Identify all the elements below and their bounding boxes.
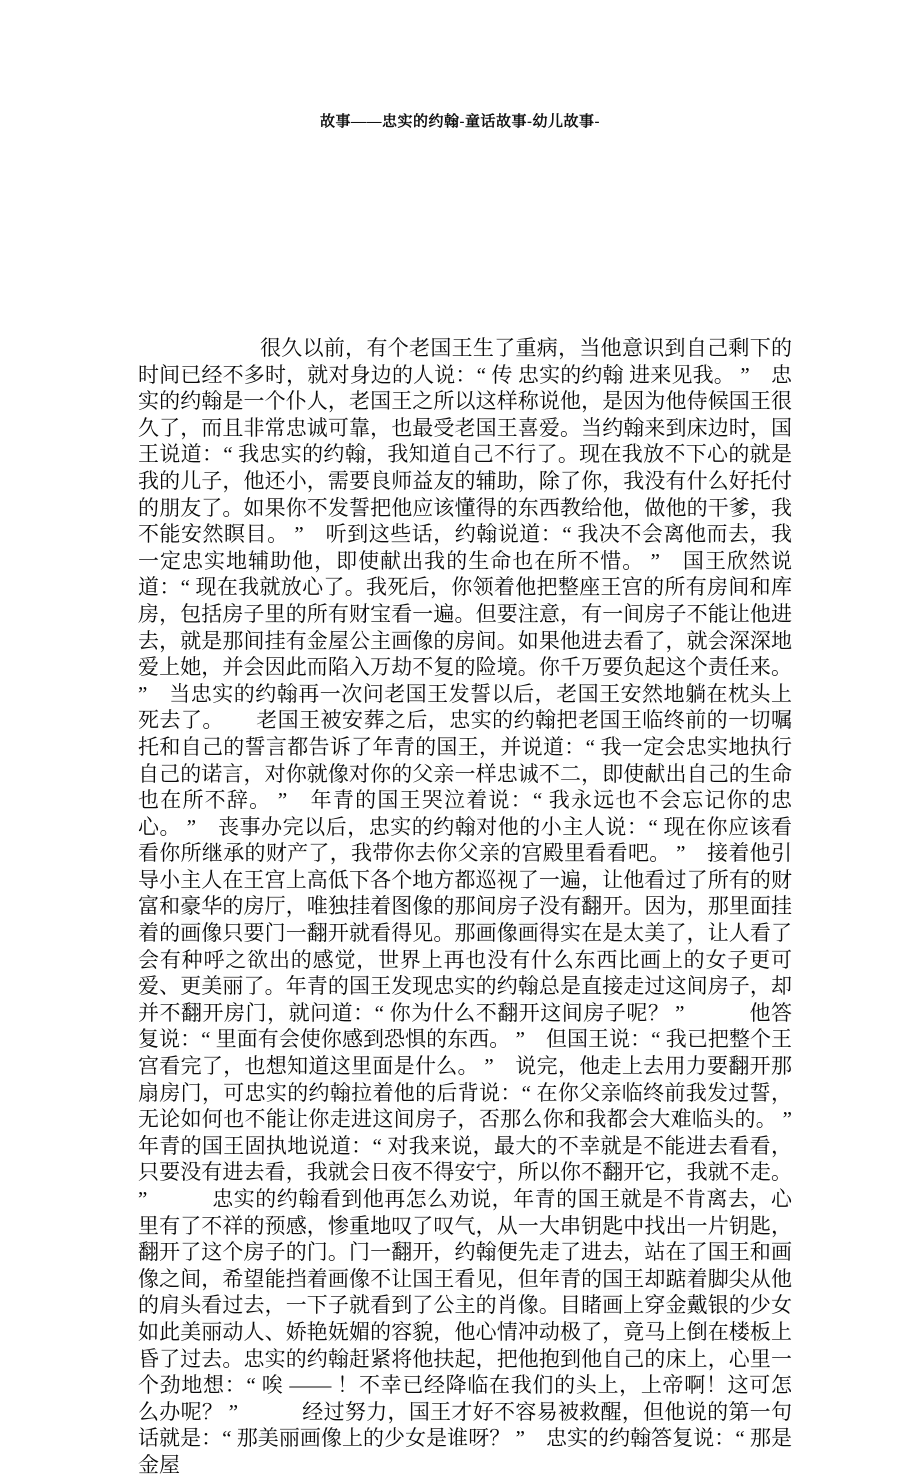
document-title: 故事——忠实的约翰-童话故事-幼儿故事- [320, 114, 600, 130]
story-body-text: 很久以前，有个老国王生了重病，当他意识到自己剩下的时间已经不多时，就对身边的人说：“ 传 忠实的约翰 进来见我。 ” 忠实的约翰是一个仆人，老国王之所以这样称说他，是因为他侍候国王很久了，而且非常忠诚可靠，也最受老国王喜爱。当约翰来到床边时，国王说道：“ 我忠实的约翰，我知道自己不行了。现在我放不下心的就是我的儿子，他还小，需要良师益友的辅助，除了你，我没有什么好托付的朋友了。如果你不发誓把他应该懂得的东西教给他，做他的干爹，我不能安然瞑目。 ” 听到这些话，约翰说道：“ 我决不会离他而去，我一定忠实地辅助他，即使献出我的生命也在所不惜。 ” 国王欣然说道：“ 现在我就放心了。我死后，你领着他把整座王宫的所有房间和库房，包括房子里的所有财宝看一遍。但要注意，有一间房子不能让他进去，就是那间挂有金屋公主画像的房间。如果他进去看了，就会深深地爱上她，并会因此而陷入万劫不复的险境。你千万要负起这个责任来。 ” 当忠实的约翰再一次问老国王发誓以后，老国王安然地躺在枕头上死去了。 老国王被安葬之后，忠实的约翰把老国王临终前的一切嘱托和自己的誓言都告诉了年青的国王，并说道：“ 我一定会忠实地执行自己的诺言，对你就像对你的父亲一样忠诚不二，即使献出自己的生命也在所不辞。 ” 年青的国王哭泣着说：“ 我永远也不会忘记你的忠心。 ” 丧事办完以后，忠实的约翰对他的小主人说：“ 现在你应该看看你所继承的财产了，我带你去你父亲的宫殿里看看吧。 ” 接着他引导小主人在王宫上高低下各个地方都巡视了一遍，让他看过了所有的财富和豪华的房厅，唯独挂着图像的那间房子没有翻开。因为，那里面挂着的画像只要门一翻开就看得见。那画像画得实在是太美了，让人看了会有种呼之欲出的感觉，世界上再也没有什么东西比画上的女子更可爱、更美丽了。年青的国王发现忠实的约翰总是直接走过这间房子，却并不翻开房门，就问道：“ 你为什么不翻开这间房子呢？ ” 他答复说：“ 里面有会使你感到恐惧的东西。 ” 但国王说：“ 我已把整个王宫看完了，也想知道这里面是什么。 ” 说完，他走上去用力要翻开那扇房门，可忠实的约翰拉着他的后背说：“ 在你父亲临终前我发过誓，无论如何也不能让你走进这间房子，否那么你和我都会大难临头的。 ” 年青的国王固执地说道：“ 对我来说，最大的不幸就是不能进去看看，只要没有进去看，我就会日夜不得安宁，所以你不翻开它，我就不走。 ” 忠实的约翰看到他再怎么劝说，年青的国王就是不肯离去，心里有了不祥的预感，惨重地叹了叹气，从一大串钥匙中找出一片钥匙，翻开了这个房子的门。门一翻开，约翰便先走了进去，站在了国王和画像之间，希望能挡着画像不让国王看见，但年青的国王却踮着脚尖从他的肩头看过去，一下子就看到了公主的肖像。目睹画上穿金戴银的少女如此美丽动人、娇艳妩媚的容貌，他心情冲动极了，竟马上倒在楼板上昏了过去。忠实的约翰赶紧将他扶起，把他抱到他自己的床上，心里一个劲地想：“ 唉 —— ！不幸已经降临在我们的头上，上帝啊！这可怎么办呢？ ” 经过努力，国王才好不容易被救醒，但他说的第一句话就是：“ 那美丽画像上的少女是谁呀？ ” 忠实的约翰答复说：“ 那是金屋 [138, 336, 813, 1477]
